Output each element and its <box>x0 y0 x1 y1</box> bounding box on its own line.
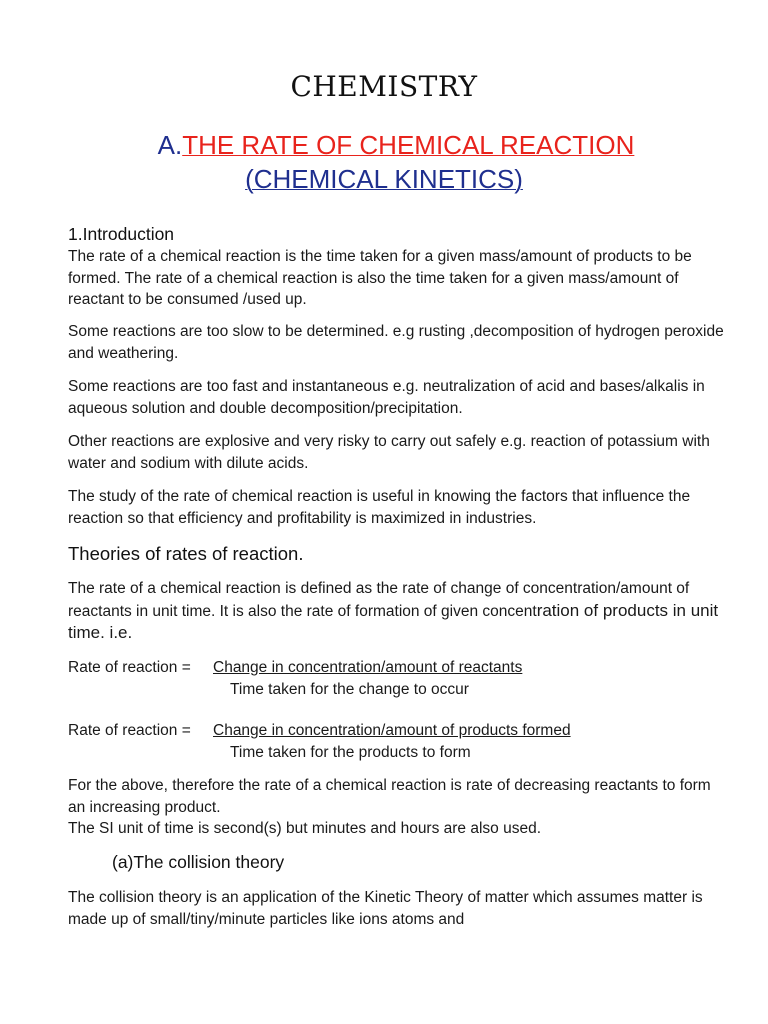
si-unit-second: second <box>213 820 264 837</box>
section-title-sub: (CHEMICAL KINETICS) <box>245 164 523 194</box>
collision-paragraph: The collision theory is an application of the Kinetic Theory of matter which assumes matter is made up of small/tiny/minute particles like ions atoms and <box>68 889 703 928</box>
si-unit-time: time <box>164 820 194 837</box>
si-unit-part3: (s) but minutes and hours are also used. <box>263 820 542 837</box>
si-unit-part2: is <box>193 820 214 837</box>
intro-paragraph-5: The study of the rate of chemical reaction is useful in knowing the factors that influence the reaction so that efficiency and profitability is maximized in industries. <box>68 488 691 527</box>
section-title-main: THE RATE OF CHEMICAL REACTION <box>182 130 635 160</box>
rate-formula-reactants <box>68 657 748 700</box>
intro-paragraph-4: Other reactions are explosive and very risky to carry out safely e.g. reaction of potassium with water and sodium with dilute acids. <box>68 433 710 472</box>
definition-text-part1: The rate of a chemical reaction is defined as the rate of change of concentration/amount of reactants in unit time. It is also the rate of formation of given concent <box>68 580 690 620</box>
formula-numerator: Change in concentration/amount of products formed <box>213 722 571 739</box>
section-heading-line2 <box>0 162 768 196</box>
intro-paragraph-3: Some reactions are too fast and instantaneous e.g. neutralization of acid and bases/alkalis in aqueous solution and double decomposition/precipitation. <box>68 378 705 417</box>
theories-heading: Theories of rates of reaction. <box>68 543 304 564</box>
rate-formula-products <box>68 720 748 763</box>
collision-heading: (a)The collision theory <box>112 852 285 872</box>
document-title: CHEMISTRY <box>290 70 478 103</box>
intro-paragraph-1: The rate of a chemical reaction is the time taken for a given mass/amount of products to be formed. The rate of a chemical reaction is also the time taken for a given mass/amount of reactant to be consumed /used up. <box>68 248 692 308</box>
theories-definition <box>68 578 728 645</box>
intro-heading: 1.Introduction <box>68 224 175 244</box>
formula-lhs: Rate of reaction = <box>68 722 191 739</box>
section-prefix: A. <box>157 130 183 160</box>
si-unit-part1: The SI unit of <box>68 820 165 837</box>
definition-text-part2: ration of products in unit time. i.e. <box>68 600 719 642</box>
si-unit-statement <box>68 818 728 840</box>
section-heading-line1 <box>0 128 768 162</box>
formula-denominator: Time taken for the change to occur <box>230 680 469 698</box>
formula-numerator: Change in concentration/amount of reactants <box>213 659 523 676</box>
section-heading <box>0 128 768 196</box>
intro-paragraph-2: Some reactions are too slow to be determined. e.g rusting ,decomposition of hydrogen peroxide and weathering. <box>68 323 724 362</box>
theories-conclusion: For the above, therefore the rate of a chemical reaction is rate of decreasing reactants to form an increasing product. <box>68 777 711 816</box>
formula-denominator: Time taken for the products to form <box>230 743 471 761</box>
formula-lhs: Rate of reaction = <box>68 659 191 676</box>
